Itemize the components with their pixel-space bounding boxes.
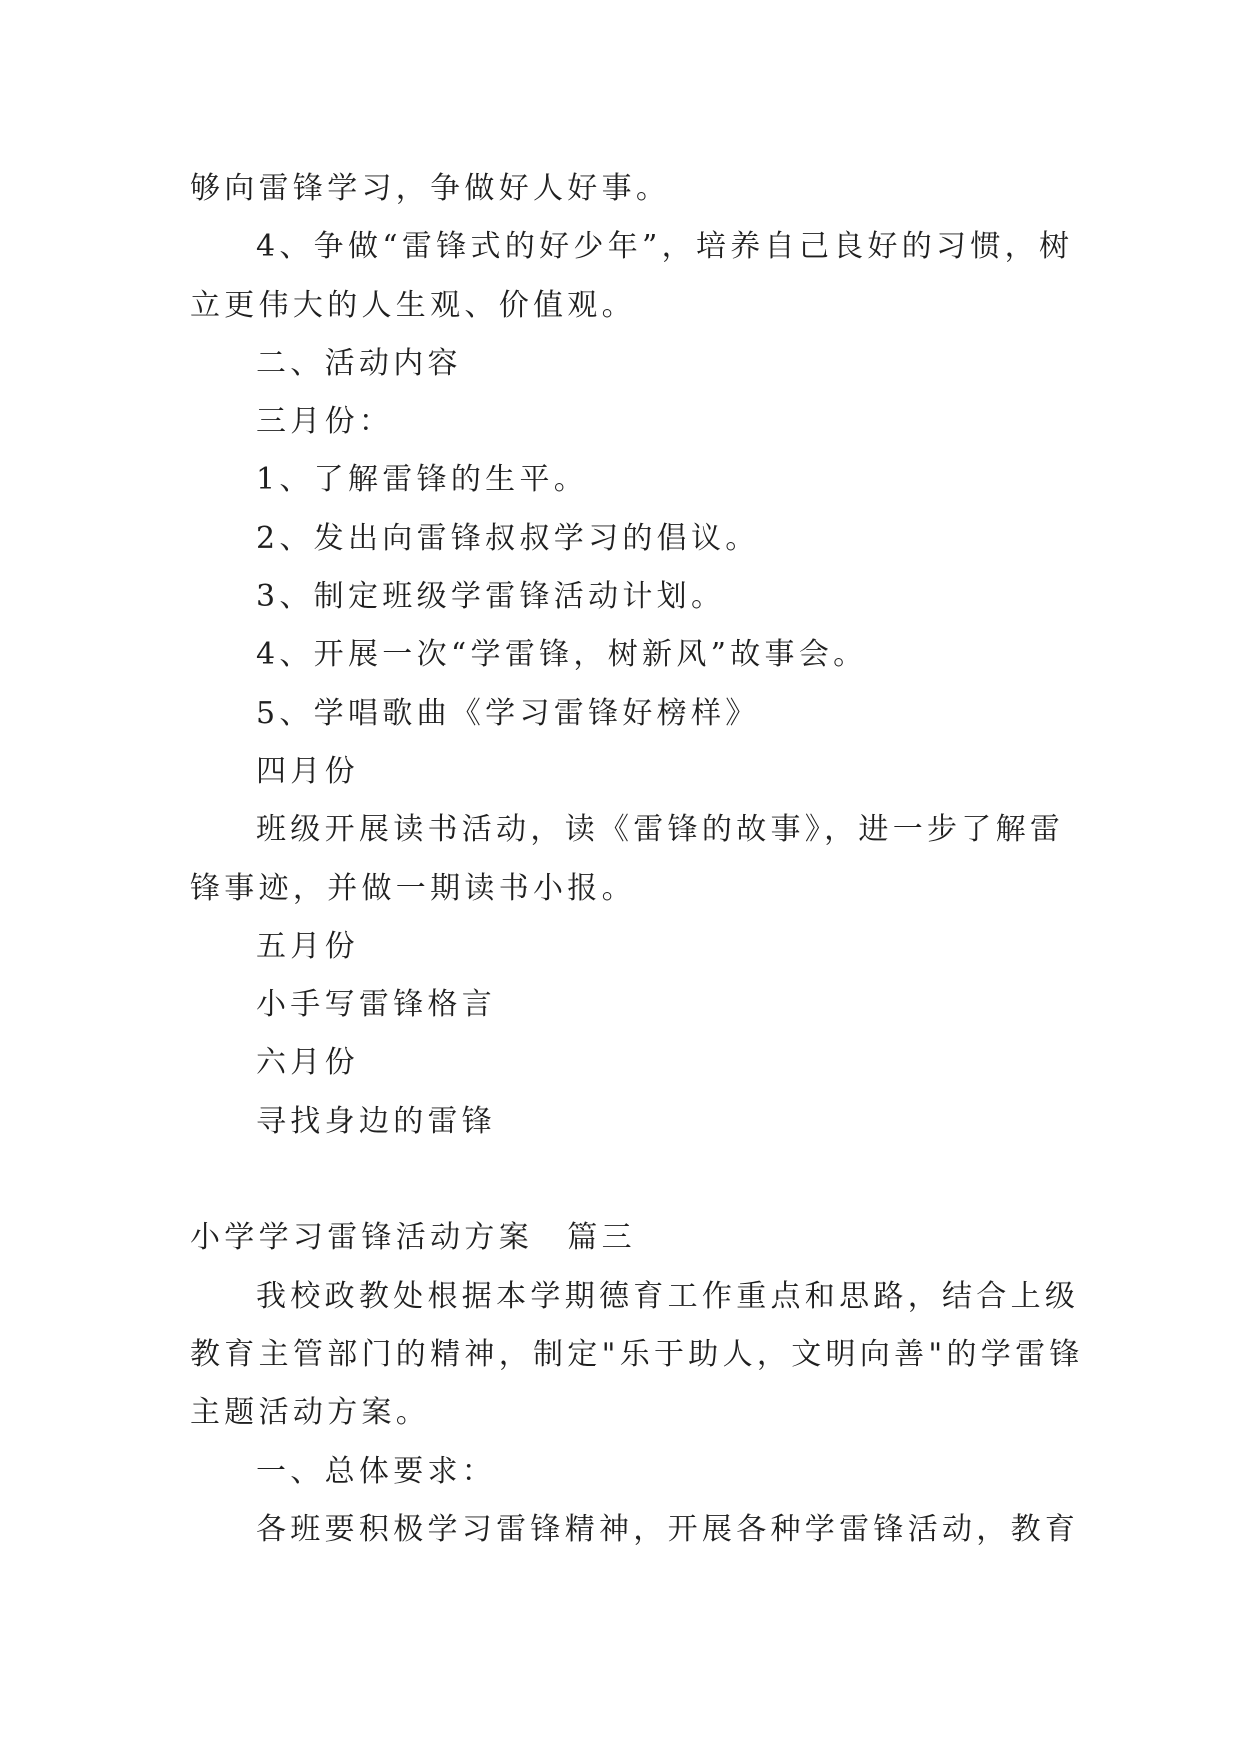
list-item: 1、了解雷锋的生平。 bbox=[256, 462, 589, 498]
paragraph-line: 够向雷锋学习，争做好人好事。 bbox=[190, 171, 671, 206]
paragraph-line: 立更伟大的人生观、价值观。 bbox=[190, 287, 636, 323]
month-heading: 五月份 bbox=[256, 928, 359, 964]
paragraph-line: 主题活动方案。 bbox=[190, 1395, 431, 1431]
list-item: 4、开展一次“学雷锋，树新风”故事会。 bbox=[256, 637, 868, 673]
section-heading: 二、活动内容 bbox=[256, 345, 462, 381]
paragraph-line: 各班要积极学习雷锋精神，开展各种学雷锋活动，教育 bbox=[256, 1511, 1080, 1547]
paragraph-line: 4、争做“雷锋式的好少年”，培养自己良好的习惯，树 bbox=[256, 229, 1074, 265]
paragraph-line: 教育主管部门的精神，制定"乐于助人，文明向善"的学雷锋 bbox=[190, 1336, 1084, 1372]
paragraph-line: 我校政教处根据本学期德育工作重点和思路，结合上级 bbox=[256, 1278, 1080, 1314]
paragraph-line: 班级开展读书活动，读《雷锋的故事》，进一步了解雷 bbox=[256, 812, 1065, 848]
article-title: 小学学习雷锋活动方案 篇三 bbox=[190, 1220, 636, 1256]
list-item: 3、制定班级学雷锋活动计划。 bbox=[256, 579, 726, 615]
month-heading: 四月份 bbox=[256, 753, 359, 789]
paragraph-line: 锋事迹，并做一期读书小报。 bbox=[190, 870, 636, 906]
blank-line bbox=[190, 1151, 1060, 1209]
paragraph-line: 寻找身边的雷锋 bbox=[256, 1103, 497, 1139]
list-item: 2、发出向雷锋叔叔学习的倡议。 bbox=[256, 520, 760, 556]
paragraph-line: 小手写雷锋格言 bbox=[256, 987, 497, 1023]
document-body bbox=[190, 160, 1084, 1559]
list-item: 5、学唱歌曲《学习雷锋好榜样》 bbox=[256, 695, 760, 731]
section-heading: 一、总体要求： bbox=[256, 1453, 497, 1489]
month-heading: 六月份 bbox=[256, 1045, 359, 1081]
month-heading: 三月份： bbox=[256, 404, 394, 440]
